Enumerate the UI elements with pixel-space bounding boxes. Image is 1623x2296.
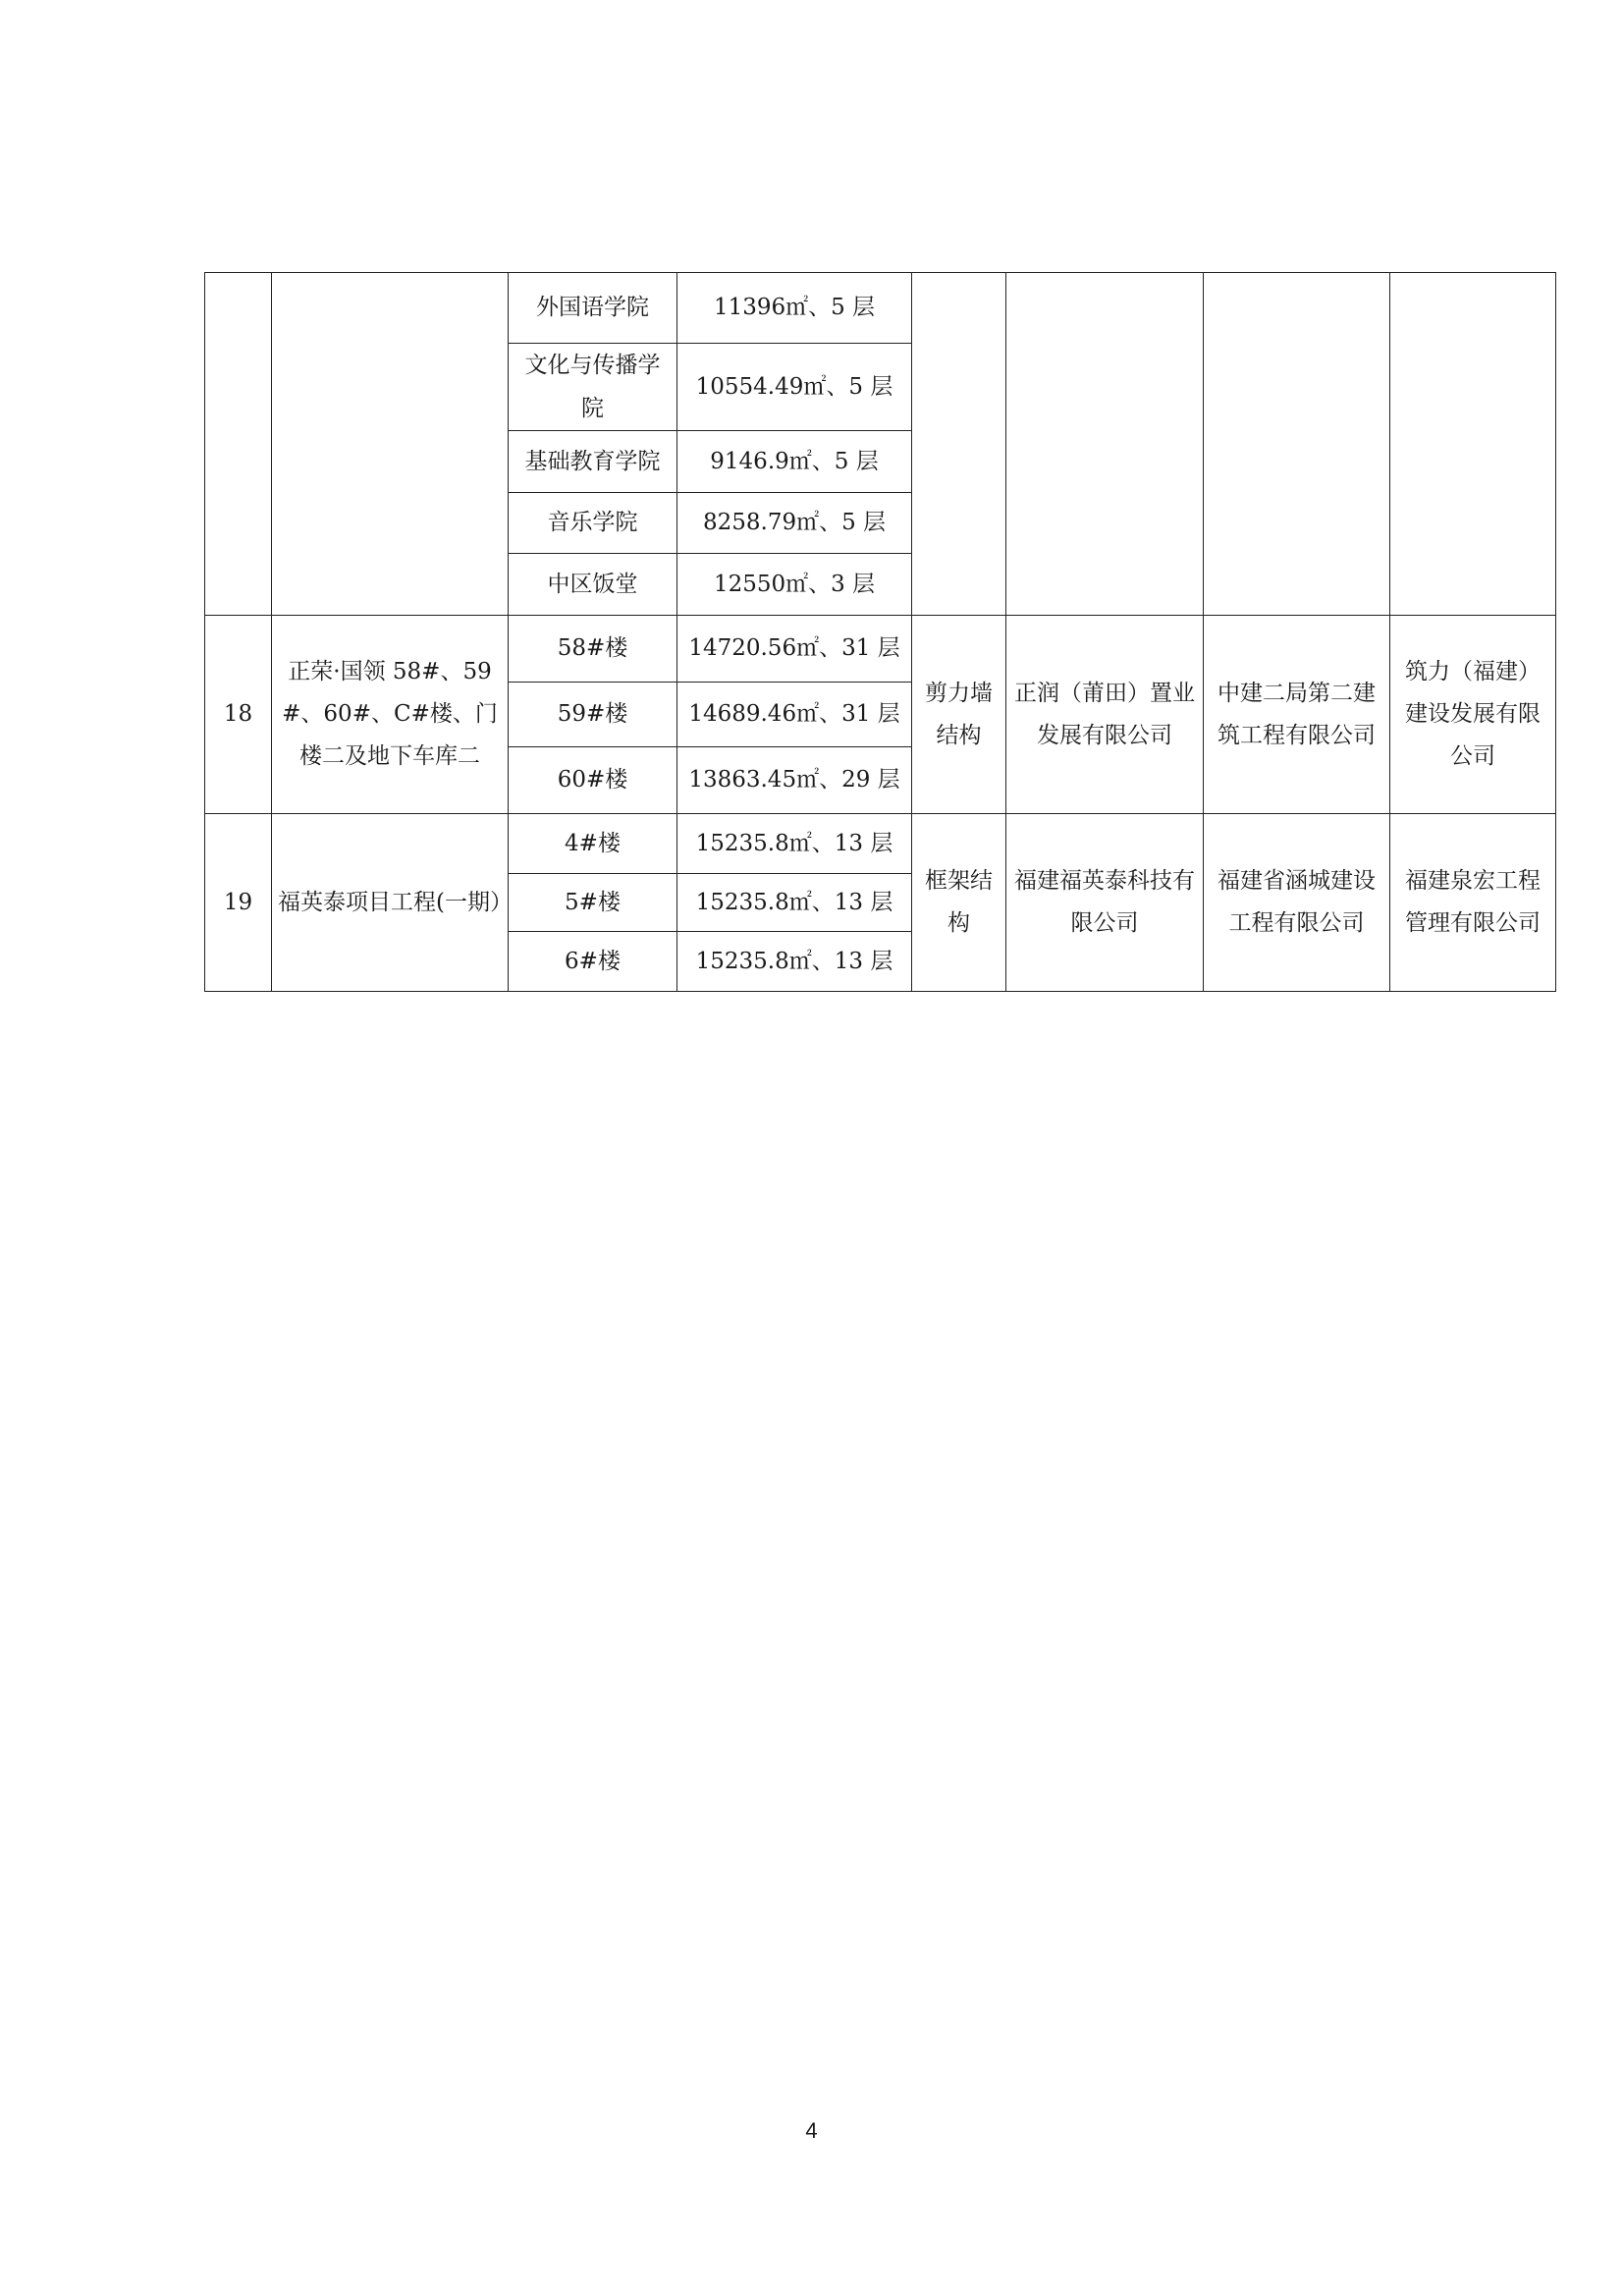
building-spec-cell: 13863.45㎡、29 层 bbox=[677, 747, 912, 814]
table-row bbox=[205, 616, 1556, 683]
structure-cell bbox=[912, 273, 1006, 616]
building-name-cell: 基础教育学院 bbox=[509, 431, 677, 493]
structure-cell: 剪力墙结构 bbox=[912, 616, 1006, 814]
building-name-cell: 外国语学院 bbox=[509, 273, 677, 344]
building-spec-cell: 14720.56㎡、31 层 bbox=[677, 616, 912, 683]
building-name-cell: 6#楼 bbox=[509, 932, 677, 992]
building-name-cell: 中区饭堂 bbox=[509, 554, 677, 616]
building-name-cell: 音乐学院 bbox=[509, 493, 677, 554]
building-spec-cell: 11396㎡、5 层 bbox=[677, 273, 912, 344]
developer-cell: 正润（莆田）置业发展有限公司 bbox=[1006, 616, 1204, 814]
building-spec-cell: 15235.8㎡、13 层 bbox=[677, 932, 912, 992]
supervisor-cell: 福建泉宏工程管理有限公司 bbox=[1390, 814, 1556, 992]
row-number-cell bbox=[205, 273, 272, 616]
project-name-cell: 正荣·国领 58#、59#、60#、C#楼、门楼二及地下车库二 bbox=[272, 616, 509, 814]
developer-cell: 福建福英泰科技有限公司 bbox=[1006, 814, 1204, 992]
contractor-cell: 福建省涵城建设工程有限公司 bbox=[1204, 814, 1390, 992]
developer-cell bbox=[1006, 273, 1204, 616]
table-row bbox=[205, 273, 1556, 344]
project-name-cell bbox=[272, 273, 509, 616]
building-name-cell: 4#楼 bbox=[509, 814, 677, 874]
building-spec-cell: 10554.49㎡、5 层 bbox=[677, 344, 912, 431]
building-spec-cell: 8258.79㎡、5 层 bbox=[677, 493, 912, 554]
supervisor-cell: 筑力（福建）建设发展有限公司 bbox=[1390, 616, 1556, 814]
building-name-cell: 5#楼 bbox=[509, 874, 677, 932]
building-spec-cell: 9146.9㎡、5 层 bbox=[677, 431, 912, 493]
building-spec-cell: 12550㎡、3 层 bbox=[677, 554, 912, 616]
building-spec-cell: 15235.8㎡、13 层 bbox=[677, 874, 912, 932]
contractor-cell: 中建二局第二建筑工程有限公司 bbox=[1204, 616, 1390, 814]
building-name-cell: 58#楼 bbox=[509, 616, 677, 683]
building-name-cell: 59#楼 bbox=[509, 683, 677, 747]
table-row bbox=[205, 814, 1556, 874]
building-name-cell: 文化与传播学院 bbox=[509, 344, 677, 431]
structure-cell: 框架结构 bbox=[912, 814, 1006, 992]
project-table bbox=[204, 272, 1556, 992]
project-name-cell: 福英泰项目工程(一期） bbox=[272, 814, 509, 992]
row-number-cell: 19 bbox=[205, 814, 272, 992]
supervisor-cell bbox=[1390, 273, 1556, 616]
page-number: 4 bbox=[805, 2118, 818, 2143]
contractor-cell bbox=[1204, 273, 1390, 616]
building-spec-cell: 15235.8㎡、13 层 bbox=[677, 814, 912, 874]
building-spec-cell: 14689.46㎡、31 层 bbox=[677, 683, 912, 747]
row-number-cell: 18 bbox=[205, 616, 272, 814]
building-name-cell: 60#楼 bbox=[509, 747, 677, 814]
